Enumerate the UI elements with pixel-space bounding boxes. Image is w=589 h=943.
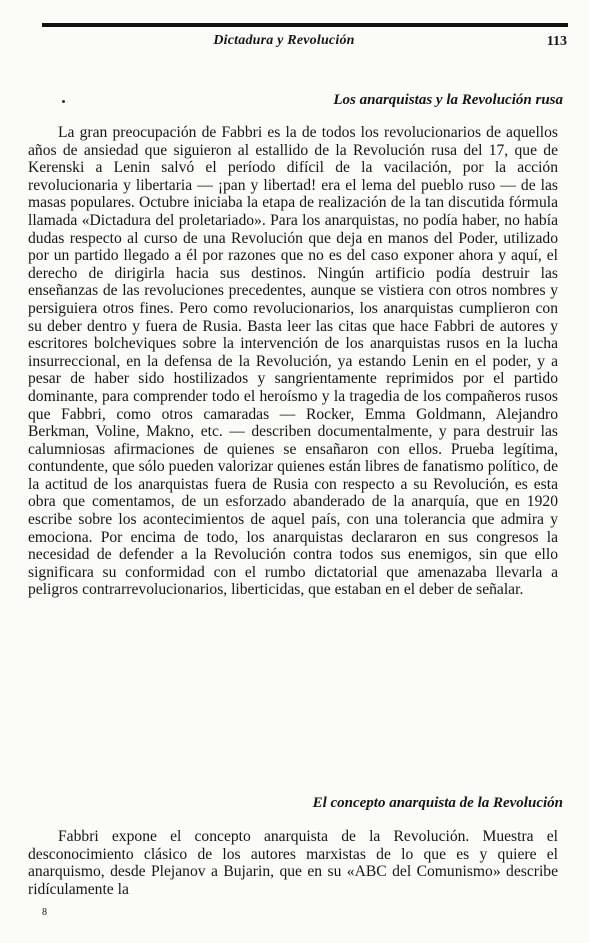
- header-rule: [42, 23, 568, 27]
- signature-mark: 8: [42, 907, 47, 918]
- body-paragraph-2: Fabbri expone el concepto anarquista de la Revolución. Muestra el desconocimiento clásico de los autores marxistas de lo que es y quiere el anarquismo, desde Plejanov a Bujarin, que en su «ABC del Comunismo» describe ridículamente la: [28, 828, 558, 898]
- ink-speck: [62, 100, 65, 103]
- section-heading-anarquistas-revolucion-rusa: Los anarquistas y la Revolución rusa: [333, 92, 563, 108]
- page-number: 113: [546, 34, 567, 49]
- running-title: Dictadura y Revolución: [213, 33, 355, 48]
- section-heading-concepto-anarquista: El concepto anarquista de la Revolución: [312, 795, 563, 811]
- body-paragraph-1: La gran preocupación de Fabbri es la de todos los revolucionarios de aquellos años de ansiedad que siguieron al estallido de la Revolución rusa del 17, que de Kerenski a Lenin salvó el período difícil de la vacilación, por la acción revolucionaria y libertaria — ¡pan y libertad! era el lema del pueblo ruso — de las masas populares. Octubre iniciaba la etapa de realización de la tan discutida fórmula llamada «Dictadura del proletariado». Para los anarquistas, no podía haber, no había dudas respecto al curso de una Revolución que deja en manos del Poder, utilizado por un partido llegado a él por razones que no es del caso exponer ahora y aquí, el derecho de dirigirla hacia sus destinos. Ningún artificio podía destruir las enseñanzas de las revoluciones precedentes, aunque se vistiera con otros nombres y persiguiera otros fines. Pero como revolucionarios, los anarquistas cumplieron con su deber dentro y fuera de Rusia. Basta leer las citas que hace Fabbri de autores y escritores bolcheviques sobre la intervención de los anarquistas rusos en la lucha insurreccional, en la defensa de la Revolución, ya estando Lenin en el poder, y a pesar de haber sido hostilizados y sangrientamente reprimidos por el partido dominante, para comprender todo el heroísmo y la tragedia de los compañeros rusos que Fabbri, como otros camaradas — Rocker, Emma Goldmann, Alejandro Berkman, Voline, Makno, etc. — describen documentalmente, y para destruir las calumniosas afirmaciones de quienes se ensañaron con ellos. Prueba legítima, contundente, que sólo pueden valorizar quienes están libres de fanatismo político, de la actitud de los anarquistas fuera de Rusia con respecto a su Revolución, es esta obra que comentamos, de un esforzado abanderado de la anarquía, que en 1920 escribe sobre los acontecimientos de aquel país, con una tolerancia que admira y emociona. Por encima de todo, los anarquistas declararon en sus congresos la necesidad de defender a la Revolución contra todos sus enemigos, sin que ello significara su conformidad con el rumbo dictatorial que amenazaba llevarla a peligros contrarrevolucionarios, liberticidas, que estaban en el deber de señalar.: [28, 124, 558, 599]
